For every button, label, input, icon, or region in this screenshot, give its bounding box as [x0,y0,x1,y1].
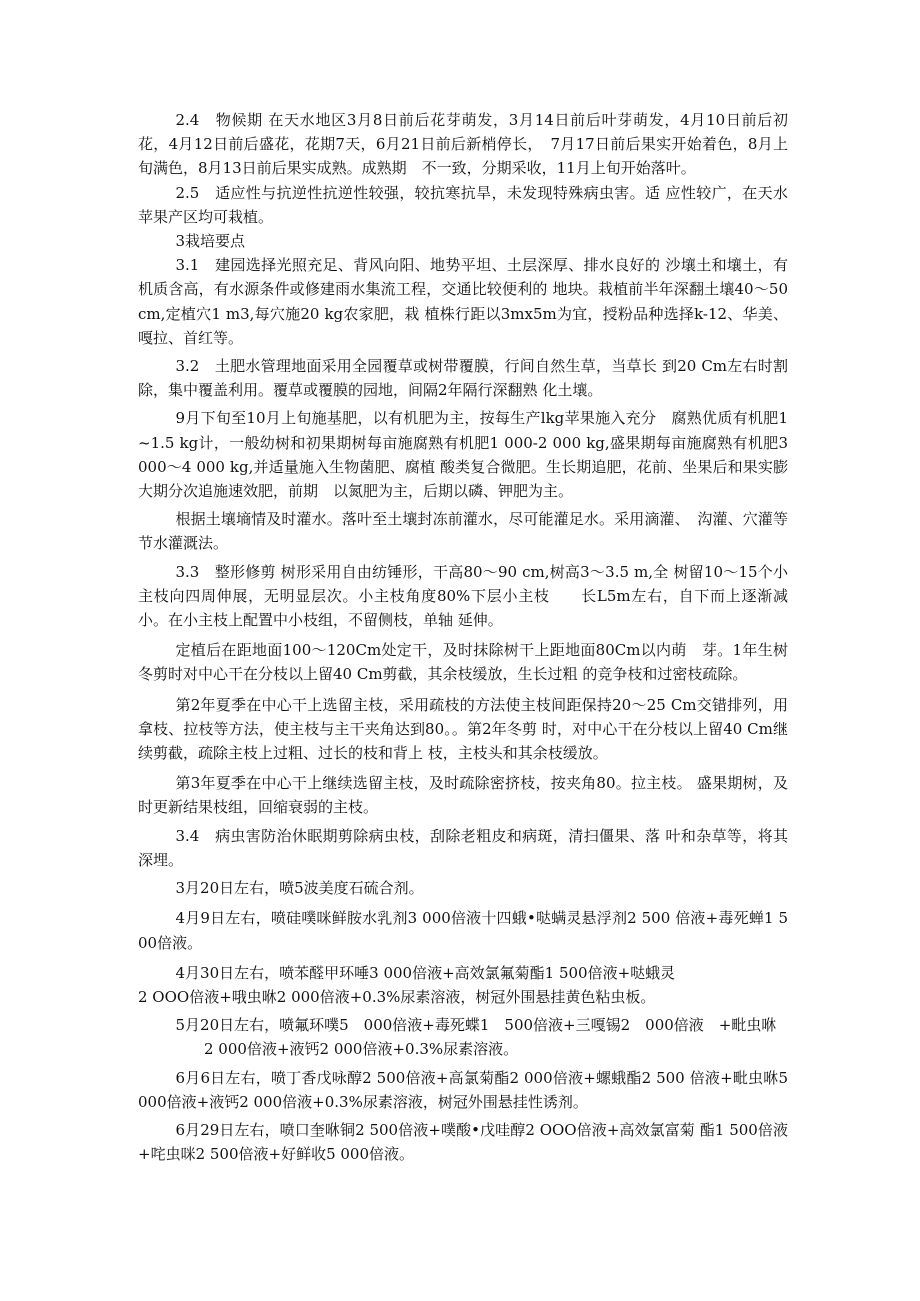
paragraph-spray-april-30: 4月30日左右，喷苯醛甲环唾3 000倍液+高效氯氟菊酯1 500倍液+哒蛾灵 [175,963,676,982]
paragraph-soil-fertilizer-water: 3.2 土肥水管理地面采用全园覆草或树带覆膜，行间自然生草，当草长 到20 Cm左右时割除，集中覆盖利用。覆草或覆膜的园地，间隔2年隔行深翻熟 化土壤。 [138,357,788,400]
section-heading-cultivation: 3栽培要点 [175,232,246,251]
paragraph-pest-control: 3.4 病虫害防治休眠期剪除病虫枝，刮除老粗皮和病斑，清扫僵果、落 叶和杂草等，将其深埋。 [138,826,788,869]
paragraph-third-year: 第3年夏季在中心干上继续选留主枝，及时疏除密挤枝，按夹角80。拉主枝。 盛果期树，及时更新结果枝组，回缩衰弱的主枝。 [138,774,788,817]
paragraph-adaptability: 2.5 适应性与抗逆性抗逆性较强，较抗寒抗旱，未发现特殊病虫害。适 应性较广，在天水苹果产区均可栽植。 [138,183,788,226]
paragraph-second-year: 第2年夏季在中心干上选留主枝，采用疏枝的方法使主枝间距保持20～25 Cm交错排列，用拿枝、拉枝等方法，使主枝与主干夹角达到80。。第2年冬剪 时，对中心干在分枝以上留40 Cm继续剪截，疏除主枝上过粗、过长的枝和背上 枝，主枝头和其余枝缓放。 [138,695,788,763]
paragraph-trunk-setting: 定植后在距地面100～120Cm处定干，及时抹除树干上距地面80Cm以内萌 芽。1年生树冬剪时对中心干在分枝以上留40 Cm剪截，其余枝缓放，生长过粗 的竞争枝和过密枝疏除。 [138,641,788,684]
paragraph-spray-may-20: 5月20日左右，喷氟环噗5 000倍液+毒死蝶1 500倍液+三嘎锡2 000倍液 +毗虫咻 [175,1016,777,1035]
paragraph-orchard-site: 3.1 建园选择光照充足、背风向阳、地势平坦、土层深厚、排水良好的 沙壤土和壤土，有机质含高，有水源条件或修建雨水集流工程，交通比较便利的 地块。栽植前半年深翻土壤40～50 cm,定植穴1 m3,每穴施20 kg农家肥，栽 植株行距以3mx5m为宜，授粉品种选择k-12、华美、嘎拉、首红等。 [138,256,788,347]
paragraph-base-fertilizer: 9月下旬至10月上旬施基肥，以有机肥为主，按每生产lkg苹果施入充分 腐熟优质有机肥1~1.5 kg计，一般幼树和初果期树每亩施腐熟有机肥1 000-2 000 kg,盛果期每亩施腐熟有机肥3 000～4 000 kg,并适量施入生物菌肥、腐植 酸类复合微肥。生长期追肥，花前、坐果后和果实膨大期分次追施速效肥，前期 以氮肥为主，后期以磷、钾肥为主。 [138,409,788,501]
paragraph-spray-march-20: 3月20日左右，喷5波美度石硫合剂。 [175,879,424,898]
paragraph-spray-april-9: 4月9日左右，喷硅噗咪鲜胺水乳剂3 000倍液十四蛾•哒螨灵悬浮剂2 500 倍液+毒死蝉1 500倍液。 [138,909,788,952]
paragraph-spray-april-30-cont: 2 OOO倍液+哦虫咻2 000倍液+0.3%尿素溶液，树冠外围悬挂黄色粘虫板。 [138,987,656,1006]
paragraph-pruning: 3.3 整形修剪 树形采用自由纺锤形，干高80～90 cm,树高3～3.5 m,全 树留10～15个小主枝向四周伸展，无明显层次。小主枝角度80%下层小主枝 长L5m左右，自下而上逐渐减小。在小主枝上配置中小枝组，不留侧枝，单轴 延伸。 [138,562,788,630]
paragraph-spray-june-29: 6月29日左右，喷口奎咻铜2 500倍液+噗酸•戊哇醇2 OOO倍液+高效氯富菊 酯1 500倍液+咤虫咪2 500倍液+好鲜收5 000倍液。 [138,1120,788,1164]
document-body [138,108,788,1166]
paragraph-spray-june-6: 6月6日左右，喷丁香戊咏醇2 500倍液+高氯菊酯2 000倍液+螺蛾酯2 500 倍液+毗虫咻5 000倍液+液钙2 000倍液+0.3%尿素溶液，树冠外围悬挂性诱剂。 [138,1068,788,1111]
paragraph-spray-may-20-cont: 2 000倍液+液钙2 000倍液+0.3%尿素溶液。 [204,1040,519,1059]
paragraph-phenology: 2.4 物候期 在天水地区3月8日前后花芽萌发，3月14日前后叶芽萌发，4月10日前后初花，4月12日前后盛花，花期7天，6月21日前后新梢停长， 7月17日前后果实开始着色，8月上旬满色，8月13日前后果实成熟。成熟期 不一致，分期采收，11月上旬开始落叶。 [138,111,788,178]
paragraph-irrigation: 根据土壤墒情及时灌水。落叶至土壤封冻前灌水，尽可能灌足水。采用滴灌、 沟灌、穴灌等节水灌溉法。 [138,510,788,553]
